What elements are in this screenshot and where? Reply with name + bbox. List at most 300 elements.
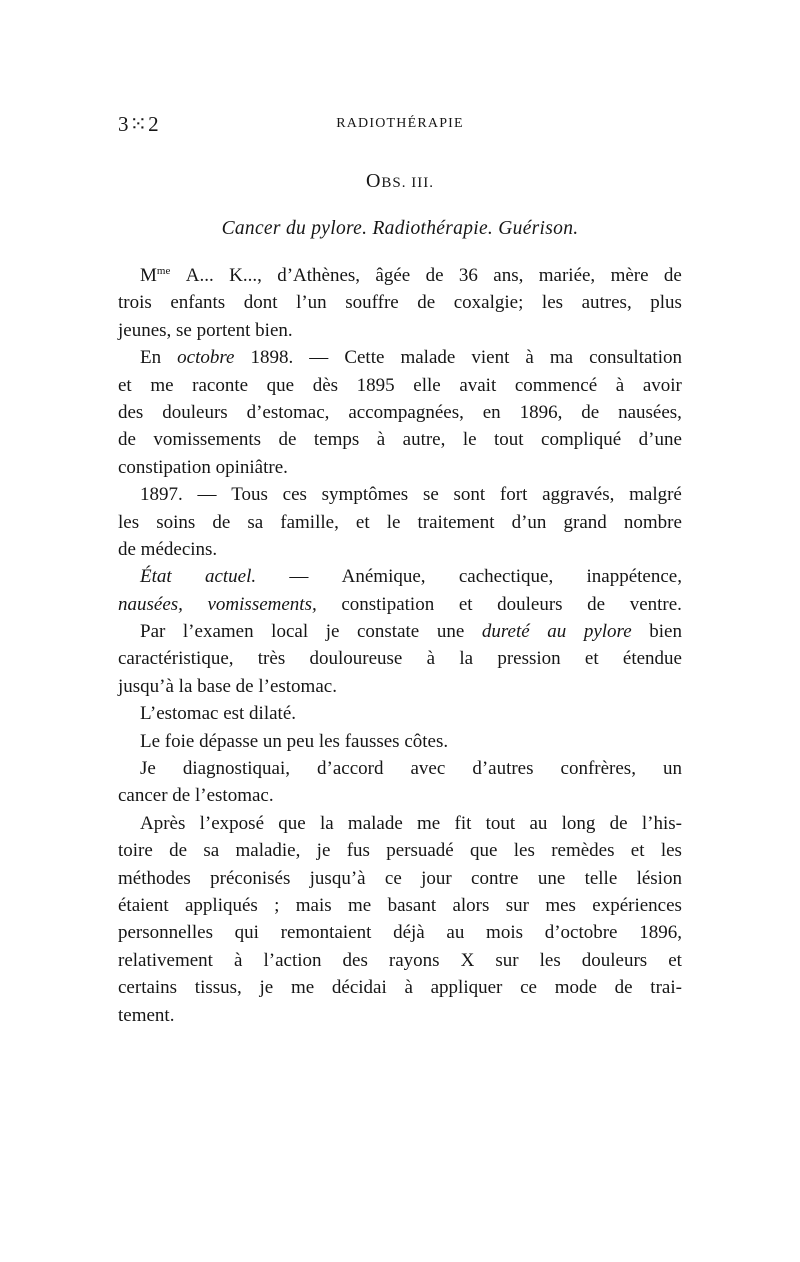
- word: [393, 919, 425, 946]
- word: [118, 399, 143, 426]
- text-segment: constipation: [341, 593, 435, 615]
- word: [258, 645, 285, 672]
- word: [417, 289, 435, 316]
- word: [280, 509, 339, 536]
- word: [140, 618, 165, 645]
- word: [538, 865, 565, 892]
- text-segment: l’exposé: [199, 812, 265, 834]
- text-segment: à: [234, 949, 243, 971]
- word: [639, 426, 682, 453]
- text-segment: ventre.: [629, 593, 682, 615]
- italic-text: octobre: [177, 347, 235, 369]
- word: [520, 399, 563, 426]
- text-segment: d’octobre: [544, 922, 618, 944]
- text-segment: une: [537, 867, 566, 889]
- text-segment: de: [118, 429, 136, 451]
- italic-text: au: [547, 621, 567, 643]
- text-segment: à: [404, 977, 413, 999]
- text-segment: ;: [274, 894, 280, 916]
- superscript: me: [156, 265, 171, 277]
- text-segment: un: [662, 758, 682, 780]
- word: [642, 810, 682, 837]
- word: [461, 947, 475, 974]
- text-line: [118, 344, 682, 371]
- word: [229, 262, 262, 289]
- word: [545, 919, 618, 946]
- text-segment: 36: [458, 265, 478, 286]
- text-segment: méthodes: [118, 867, 191, 889]
- word: [431, 974, 503, 1001]
- word: [639, 919, 682, 946]
- text-segment: contre: [471, 867, 519, 889]
- word: [413, 372, 440, 399]
- text-segment: constipation opiniâtre.: [118, 456, 288, 478]
- text-segment: que: [266, 374, 295, 396]
- text-segment: fus: [346, 840, 370, 862]
- word: [582, 947, 647, 974]
- text-segment: soins: [156, 511, 196, 533]
- word: [561, 755, 636, 782]
- word: [585, 645, 599, 672]
- text-line: [118, 947, 682, 974]
- text-line: [118, 919, 682, 946]
- word: [118, 947, 213, 974]
- text-line: [118, 810, 682, 837]
- text-segment: décidai: [331, 977, 387, 999]
- text-segment: ce: [384, 867, 402, 889]
- text-segment: à: [426, 648, 436, 670]
- text-segment: dont: [243, 292, 278, 314]
- text-segment: grand: [563, 511, 607, 533]
- word: [341, 591, 434, 618]
- text-line: [118, 536, 682, 563]
- text-segment: cancer de l’estomac.: [118, 785, 274, 807]
- word: [404, 974, 412, 1001]
- word: [118, 837, 153, 864]
- italic-text: pylore: [583, 621, 632, 643]
- word: [140, 481, 183, 508]
- text-segment: me: [348, 894, 372, 916]
- text-segment: la: [319, 812, 334, 834]
- word: [177, 344, 234, 371]
- word: [251, 344, 294, 371]
- text-segment: mariée,: [538, 265, 596, 286]
- text-segment: vomissements: [153, 429, 262, 451]
- text-segment: au: [529, 812, 548, 834]
- text-segment: et: [118, 374, 132, 396]
- word: [348, 399, 464, 426]
- text-line: [118, 454, 682, 481]
- text-segment: basant: [387, 894, 437, 916]
- text-segment: ans,: [493, 265, 524, 286]
- text-segment: âgée: [375, 265, 411, 286]
- word: [515, 372, 597, 399]
- text-line: [118, 372, 682, 399]
- text-segment: 1898.: [250, 347, 294, 369]
- word: [446, 919, 464, 946]
- word: [314, 426, 359, 453]
- text-segment: alors: [452, 894, 490, 916]
- word: [668, 947, 682, 974]
- word: [564, 509, 607, 536]
- word: [309, 645, 402, 672]
- word: [471, 344, 509, 371]
- word: [541, 426, 621, 453]
- text-segment: l’un: [296, 292, 327, 314]
- text-segment: long: [561, 812, 596, 834]
- text-segment: de: [212, 511, 231, 533]
- text-segment: d’une: [638, 429, 682, 451]
- word: [279, 426, 297, 453]
- text-segment: confrères,: [560, 758, 636, 780]
- text-segment: A...: [185, 265, 214, 286]
- word: [156, 509, 195, 536]
- text-segment: bien: [649, 621, 682, 643]
- text-segment: avait: [459, 374, 497, 396]
- word: [459, 591, 473, 618]
- text-segment: maladie,: [235, 840, 301, 862]
- text-segment: je: [259, 977, 274, 999]
- text-segment: telle: [584, 867, 618, 889]
- word: [326, 618, 340, 645]
- word: [192, 372, 248, 399]
- word: [539, 262, 595, 289]
- italic-text: État: [140, 566, 172, 588]
- text-segment: sont: [453, 484, 486, 506]
- word: [317, 837, 331, 864]
- text-segment: Par: [140, 621, 166, 643]
- text-line: [118, 837, 682, 864]
- text-segment: les: [541, 292, 564, 314]
- word: [664, 262, 682, 289]
- word: [183, 618, 254, 645]
- text-segment: cachectique,: [458, 566, 554, 588]
- text-segment: appliquer: [430, 977, 503, 999]
- text-segment: et: [668, 949, 682, 971]
- text-segment: sur: [495, 949, 519, 971]
- text-segment: malade: [400, 347, 456, 369]
- italic-text: vomissements,: [207, 593, 317, 615]
- text-segment: remèdes: [551, 840, 615, 862]
- word: [153, 426, 261, 453]
- text-segment: les: [660, 840, 682, 862]
- word: [118, 865, 191, 892]
- word: [260, 974, 274, 1001]
- word: [389, 947, 440, 974]
- word: [423, 481, 439, 508]
- text-segment: je: [316, 840, 331, 862]
- word: [585, 865, 618, 892]
- word: [212, 509, 230, 536]
- text-segment: Après: [140, 812, 186, 834]
- text-line: [118, 728, 682, 755]
- word: [197, 481, 216, 508]
- text-segment: vient: [471, 347, 510, 369]
- text-segment: En: [140, 347, 162, 369]
- word: [418, 509, 495, 536]
- word: [630, 591, 682, 618]
- word: [551, 837, 614, 864]
- word: [493, 262, 523, 289]
- word: [618, 399, 682, 426]
- word: [649, 618, 682, 645]
- word: [377, 426, 385, 453]
- word: [616, 372, 624, 399]
- word: [400, 344, 455, 371]
- text-segment: avec: [410, 758, 446, 780]
- text-segment: de: [425, 265, 444, 286]
- text-segment: et: [584, 648, 599, 670]
- word: [296, 289, 327, 316]
- word: [263, 947, 321, 974]
- word: [271, 618, 308, 645]
- text-segment: Anémique,: [341, 566, 426, 588]
- text-segment: une: [436, 621, 465, 643]
- text-segment: fort: [499, 484, 528, 506]
- text-segment: accompagnées,: [348, 401, 464, 423]
- text-segment: Cette: [344, 347, 385, 369]
- word: [118, 591, 183, 618]
- word: [497, 591, 562, 618]
- text-segment: mais: [295, 894, 332, 916]
- italic-text: nausées,: [118, 593, 183, 615]
- text-line: [118, 755, 682, 782]
- text-segment: elle: [413, 374, 441, 396]
- word: [385, 865, 402, 892]
- word: [454, 481, 486, 508]
- text-segment: le: [462, 429, 477, 451]
- text-segment: mes: [545, 894, 576, 916]
- word: [348, 892, 371, 919]
- text-segment: dès: [312, 374, 339, 396]
- word: [410, 755, 445, 782]
- text-segment: les: [118, 511, 140, 533]
- text-segment: et: [630, 840, 645, 862]
- text-segment: de: [609, 812, 628, 834]
- word: [118, 974, 177, 1001]
- word: [118, 289, 152, 316]
- text-segment: Tous: [231, 484, 268, 506]
- word: [650, 974, 682, 1001]
- body-text: [118, 262, 682, 1029]
- word: [550, 344, 573, 371]
- text-segment: Je: [140, 758, 156, 780]
- word: [472, 755, 533, 782]
- text-line: [118, 317, 682, 344]
- text-segment: tout: [485, 812, 516, 834]
- text-segment: plus: [650, 292, 682, 314]
- text-segment: je: [325, 621, 340, 643]
- page-header: [118, 112, 682, 138]
- text-segment: me: [150, 374, 174, 396]
- text-segment: autres,: [581, 292, 632, 314]
- word: [356, 509, 370, 536]
- word: [322, 481, 409, 508]
- word: [512, 509, 547, 536]
- text-segment: raconte: [192, 374, 249, 396]
- text-segment: l’examen: [182, 621, 254, 643]
- word: [309, 344, 328, 371]
- word: [162, 399, 227, 426]
- word: [637, 865, 682, 892]
- word: [357, 372, 395, 399]
- text-segment: les: [513, 840, 535, 862]
- word: [344, 344, 384, 371]
- text-segment: la: [459, 648, 474, 670]
- text-segment: M: [140, 265, 157, 286]
- text-segment: et: [458, 593, 473, 615]
- word: [643, 372, 682, 399]
- word: [542, 481, 614, 508]
- text-segment: autre,: [402, 429, 446, 451]
- text-segment: douloureuse: [309, 648, 403, 670]
- word: [267, 372, 294, 399]
- word: [547, 618, 566, 645]
- word: [497, 645, 560, 672]
- word: [345, 289, 398, 316]
- word: [455, 810, 472, 837]
- word: [234, 947, 242, 974]
- text-segment: de: [614, 977, 633, 999]
- text-line: [118, 618, 682, 645]
- text-segment: 1896,: [639, 922, 682, 944]
- text-segment: traitement: [417, 511, 495, 533]
- word: [525, 344, 533, 371]
- word: [650, 289, 682, 316]
- text-segment: sa: [203, 840, 220, 862]
- text-segment: de: [663, 265, 682, 286]
- word: [483, 399, 501, 426]
- text-segment: les: [539, 949, 561, 971]
- text-line: [118, 289, 682, 316]
- text-segment: tement.: [118, 1004, 175, 1026]
- word: [494, 426, 524, 453]
- word: [343, 947, 368, 974]
- text-segment: étaient: [118, 894, 169, 916]
- text-segment: souffre: [345, 292, 399, 314]
- word: [296, 892, 332, 919]
- text-segment: et: [355, 511, 370, 533]
- word: [118, 426, 136, 453]
- word: [486, 919, 523, 946]
- text-line: [118, 591, 682, 618]
- text-segment: L’estomac est dilaté.: [140, 703, 296, 725]
- text-segment: douleurs: [497, 593, 563, 615]
- italic-text: actuel.: [204, 566, 257, 588]
- word: [582, 289, 632, 316]
- word: [388, 892, 437, 919]
- text-segment: nausées,: [618, 401, 682, 423]
- word: [463, 426, 477, 453]
- text-segment: mode: [554, 977, 597, 999]
- text-segment: ce: [520, 977, 537, 999]
- word: [310, 865, 366, 892]
- word: [584, 618, 632, 645]
- word: [623, 645, 682, 672]
- text-segment: d’estomac,: [246, 401, 330, 423]
- text-line: [118, 481, 682, 508]
- text-segment: qui: [234, 922, 259, 944]
- text-line: [118, 426, 682, 453]
- text-segment: diagnostiquai,: [182, 758, 290, 780]
- text-segment: rayons: [388, 949, 440, 971]
- word: [459, 563, 553, 590]
- text-segment: lésion: [636, 867, 682, 889]
- text-segment: symptômes: [321, 484, 409, 506]
- word: [347, 837, 370, 864]
- word: [452, 892, 489, 919]
- text-segment: sur: [505, 894, 529, 916]
- word: [289, 563, 308, 590]
- word: [118, 372, 132, 399]
- text-segment: à: [615, 374, 625, 396]
- text-segment: caractéristique,: [118, 648, 234, 670]
- word: [208, 591, 317, 618]
- text-segment: —: [197, 484, 217, 506]
- italic-text: dureté: [481, 621, 530, 643]
- word: [170, 289, 225, 316]
- word: [437, 618, 464, 645]
- text-segment: sa: [247, 511, 264, 533]
- word: [459, 645, 473, 672]
- text-segment: d’autres: [472, 758, 534, 780]
- text-segment: appliqués: [184, 894, 258, 916]
- word: [610, 810, 628, 837]
- word: [562, 810, 596, 837]
- text-segment: personnelles: [118, 922, 213, 944]
- text-segment: 1895: [356, 374, 395, 396]
- word: [540, 947, 561, 974]
- text-segment: aggravés,: [542, 484, 615, 506]
- text-line: [118, 700, 682, 727]
- text-segment: à: [525, 347, 534, 369]
- word: [631, 837, 645, 864]
- word: [520, 974, 537, 1001]
- word: [274, 892, 279, 919]
- word: [624, 509, 682, 536]
- text-segment: —: [309, 347, 329, 369]
- text-line: [118, 865, 682, 892]
- word: [375, 262, 410, 289]
- text-segment: de: [581, 401, 600, 423]
- text-line: [118, 974, 682, 1001]
- text-segment: que: [278, 812, 306, 834]
- text-segment: consultation: [589, 347, 682, 369]
- text-segment: douleurs: [581, 949, 648, 971]
- word: [140, 344, 161, 371]
- text-segment: inappétence,: [586, 566, 682, 588]
- word: [417, 810, 440, 837]
- word: [426, 262, 444, 289]
- text-segment: l’his-: [641, 812, 682, 834]
- text-segment: préconisés: [210, 867, 291, 889]
- text-segment: jeunes, se portent bien.: [118, 319, 293, 341]
- text-segment: nombre: [623, 511, 682, 533]
- text-segment: mère: [610, 265, 649, 286]
- text-line: [118, 673, 682, 700]
- word: [150, 372, 173, 399]
- word: [200, 810, 264, 837]
- word: [118, 509, 139, 536]
- text-segment: K...,: [229, 265, 262, 286]
- text-segment: le: [386, 511, 401, 533]
- text-segment: X: [460, 949, 475, 971]
- text-segment: trai-: [650, 977, 682, 999]
- text-segment: tissus,: [194, 977, 242, 999]
- word: [500, 481, 527, 508]
- word: [281, 919, 372, 946]
- word: [587, 563, 682, 590]
